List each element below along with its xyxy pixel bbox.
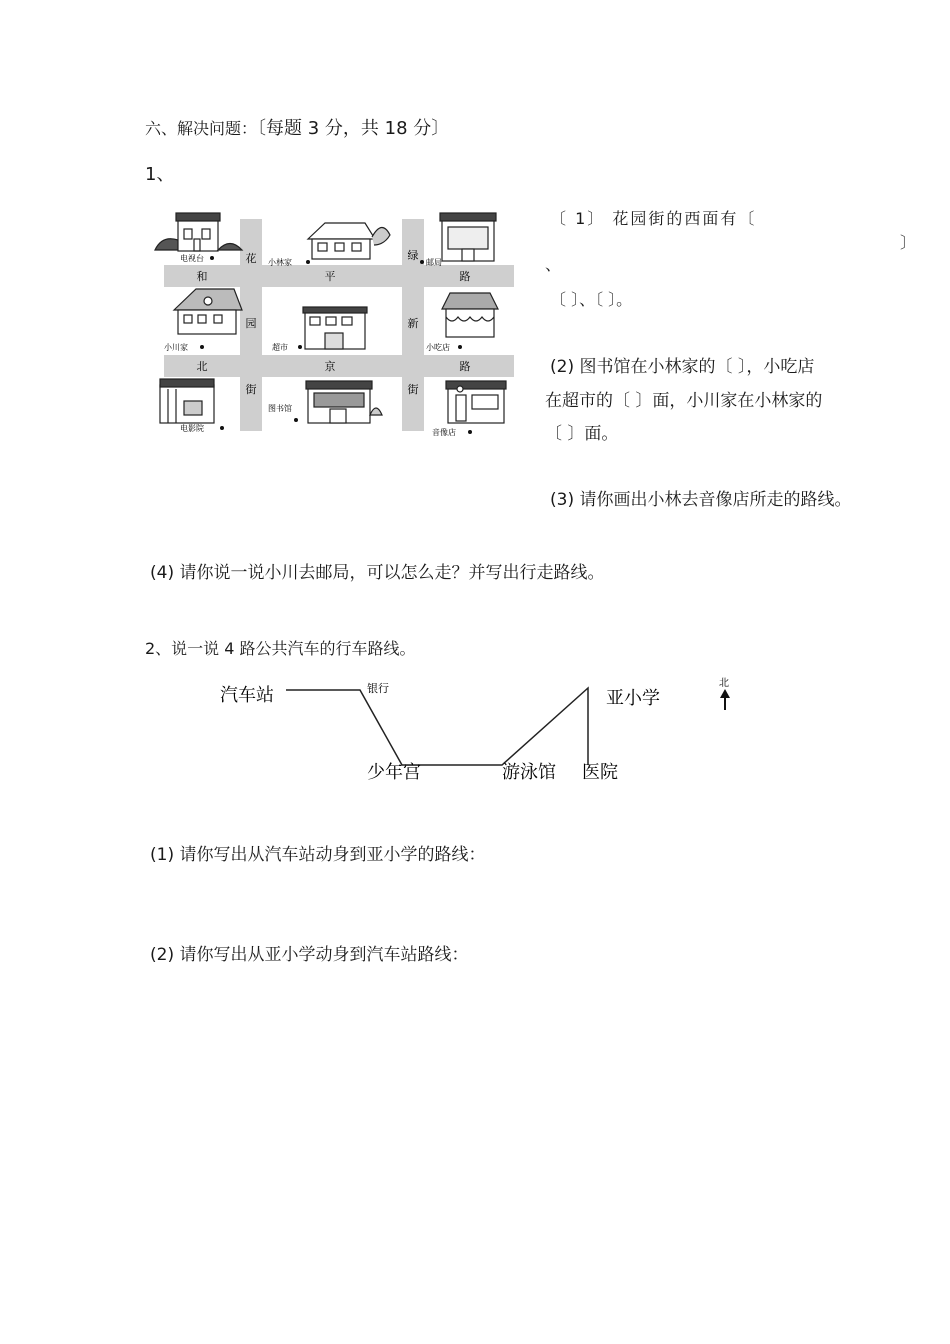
building-label: 音像店	[432, 428, 456, 437]
street-char: 绿	[407, 249, 419, 262]
north-arrow-icon	[720, 689, 730, 710]
road-char: 北	[196, 360, 208, 373]
q1-close-bracket: 〕	[900, 233, 917, 252]
building-label: 小林家	[268, 258, 292, 267]
q1-text: 〔 1〕 花园街的西面有〔	[550, 209, 757, 228]
street-map	[150, 205, 520, 440]
snack-shop-building-icon	[442, 293, 498, 337]
north-label: 北	[719, 678, 729, 689]
road-char: 京	[324, 360, 336, 373]
bus-route-diagram	[200, 670, 760, 790]
section-heading	[145, 114, 449, 140]
stop-bus-station: 汽车站	[220, 685, 274, 706]
p2-q1-text: (1) 请你写出从汽车站动身到亚小学的路线：	[150, 845, 486, 865]
street-char: 园	[245, 317, 257, 330]
tv-station-building-icon	[155, 213, 242, 251]
p2-q2-text: (2) 请你写出从亚小学动身到汽车站路线：	[150, 945, 469, 965]
street-char: 新	[407, 317, 419, 330]
building-label: 电视台	[180, 254, 204, 263]
stop-hospital: 医院	[582, 762, 618, 783]
q3-text: (3) 请你画出小林去音像店所走的路线。	[550, 490, 852, 510]
q4-text: (4) 请你说一说小川去邮局，可以怎么走？并写出行走路线。	[150, 563, 605, 583]
q2-line-1: (2) 图书馆在小林家的〔 〕，小吃店	[550, 357, 815, 377]
road-char: 平	[324, 270, 336, 283]
road-char: 和	[196, 270, 208, 283]
street-char: 花	[245, 252, 257, 265]
problem-1-number: 1、	[145, 164, 175, 185]
q1-blanks: 〔 〕、〔 〕。	[550, 290, 633, 309]
supermarket-building-icon	[303, 307, 367, 349]
q1-separator: 、	[545, 255, 562, 274]
section-heading-label: 六、解决问题：	[145, 119, 258, 138]
street-char: 街	[245, 383, 257, 396]
building-label: 图书馆	[268, 404, 292, 413]
q2-line-3: 〔 〕面。	[545, 424, 619, 444]
road-char: 路	[459, 270, 471, 283]
xiaochuan-home-building-icon	[174, 289, 242, 334]
building-label: 小吃店	[426, 343, 450, 352]
stop-ya-school: 亚小学	[606, 688, 660, 709]
building-label: 邮局	[426, 258, 442, 267]
problem-2-title: 2、说一说 4 路公共汽车的行车路线。	[145, 639, 416, 658]
building-label: 小川家	[164, 343, 188, 352]
post-office-building-icon	[440, 213, 496, 261]
xiaolin-home-building-icon	[308, 223, 390, 259]
building-label: 超市	[272, 343, 288, 352]
scoring-note: 〔每题 3 分，共 18 分〕	[257, 118, 450, 139]
bus-route-line	[286, 688, 588, 765]
stop-swimming-hall: 游泳馆	[502, 762, 556, 783]
stop-bank: 银行	[367, 682, 389, 695]
library-building-icon	[306, 381, 382, 423]
building-label: 电影院	[180, 424, 204, 433]
road-char: 路	[459, 360, 471, 373]
street-char: 街	[407, 383, 419, 396]
cinema-building-icon	[160, 379, 214, 423]
stop-youth-palace: 少年宫	[367, 762, 421, 783]
q2-line-2: 在超市的〔 〕面，小川家在小林家的	[545, 391, 823, 411]
audio-shop-building-icon	[446, 381, 506, 423]
